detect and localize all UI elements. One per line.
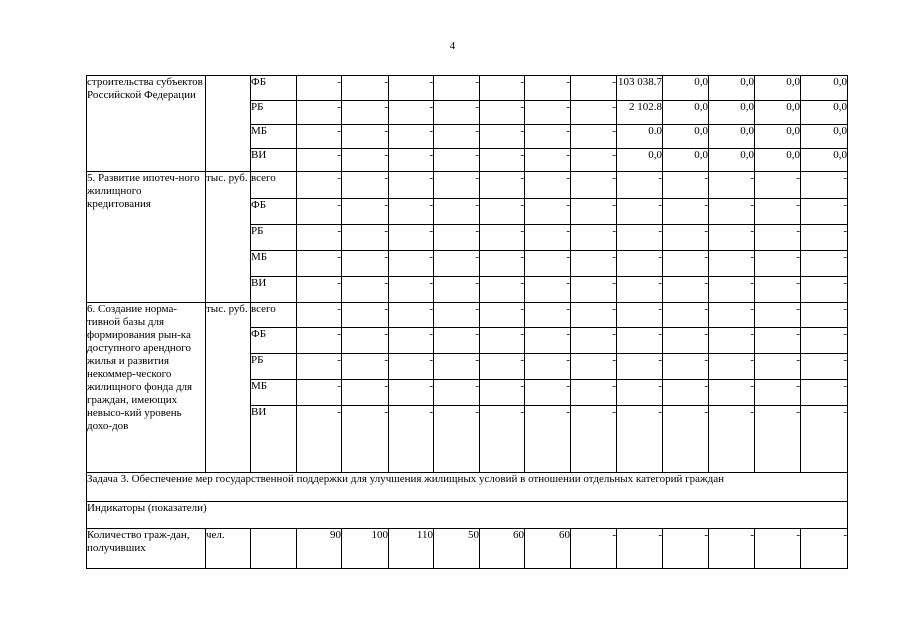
value-cell: - — [342, 172, 389, 199]
value-cell: - — [525, 354, 571, 380]
value-cell: - — [389, 303, 434, 328]
value-cell: 0,0 — [663, 149, 709, 172]
value-cell: - — [571, 529, 617, 569]
value-cell: - — [709, 251, 755, 277]
financing-table — [86, 75, 848, 569]
value-cell: - — [571, 380, 617, 406]
value-cell: - — [297, 125, 342, 149]
unit-cell: чел. — [206, 529, 251, 569]
value-cell: - — [571, 199, 617, 225]
value-cell: - — [342, 199, 389, 225]
table-row — [87, 502, 848, 529]
value-cell: - — [389, 125, 434, 149]
funding-source-cell: ВИ — [251, 277, 297, 303]
value-cell: - — [525, 328, 571, 354]
value-cell: - — [434, 149, 480, 172]
value-cell: - — [571, 354, 617, 380]
value-cell: 0,0 — [709, 149, 755, 172]
value-cell: - — [755, 354, 801, 380]
value-cell: - — [755, 380, 801, 406]
value-cell: - — [297, 251, 342, 277]
value-cell: 100 — [342, 529, 389, 569]
value-cell: - — [571, 328, 617, 354]
value-cell: - — [801, 529, 848, 569]
value-cell: - — [342, 303, 389, 328]
funding-source-cell: РБ — [251, 101, 297, 125]
funding-source-cell: всего — [251, 303, 297, 328]
table-row — [87, 303, 848, 328]
value-cell: 0,0 — [663, 101, 709, 125]
value-cell: - — [480, 277, 525, 303]
value-cell: - — [617, 380, 663, 406]
value-cell: 0,0 — [663, 76, 709, 101]
value-cell: - — [297, 76, 342, 101]
value-cell: - — [434, 277, 480, 303]
value-cell: - — [525, 172, 571, 199]
funding-source-cell: МБ — [251, 251, 297, 277]
value-cell: - — [342, 380, 389, 406]
value-cell: - — [297, 380, 342, 406]
table-body — [87, 76, 848, 569]
value-cell: - — [801, 406, 848, 473]
value-cell: - — [571, 76, 617, 101]
funding-source-cell: РБ — [251, 225, 297, 251]
value-cell: - — [755, 199, 801, 225]
value-cell: - — [525, 199, 571, 225]
value-cell: - — [571, 101, 617, 125]
value-cell: - — [755, 172, 801, 199]
value-cell: - — [297, 406, 342, 473]
value-cell: - — [480, 76, 525, 101]
value-cell: 0,0 — [755, 101, 801, 125]
value-cell: - — [801, 328, 848, 354]
value-cell: - — [389, 199, 434, 225]
value-cell: - — [663, 303, 709, 328]
value-cell: - — [525, 251, 571, 277]
value-cell: - — [801, 277, 848, 303]
value-cell: - — [297, 277, 342, 303]
value-cell: - — [434, 125, 480, 149]
value-cell: 110 — [389, 529, 434, 569]
value-cell: - — [525, 406, 571, 473]
value-cell: - — [434, 328, 480, 354]
value-cell: - — [801, 172, 848, 199]
table-row — [87, 76, 848, 101]
value-cell: 2 102.8 — [617, 101, 663, 125]
value-cell: - — [663, 380, 709, 406]
value-cell: - — [709, 172, 755, 199]
value-cell: - — [617, 303, 663, 328]
value-cell: - — [801, 225, 848, 251]
value-cell: - — [571, 149, 617, 172]
value-cell: - — [434, 406, 480, 473]
value-cell: - — [389, 251, 434, 277]
table-row — [87, 172, 848, 199]
value-cell: - — [389, 406, 434, 473]
value-cell: - — [434, 101, 480, 125]
value-cell: - — [342, 277, 389, 303]
value-cell: - — [480, 303, 525, 328]
value-cell: - — [755, 251, 801, 277]
funding-source-cell: ВИ — [251, 149, 297, 172]
value-cell: - — [480, 149, 525, 172]
row-group-name: 5. Развитие ипотеч-ного жилищного кредитования — [87, 172, 206, 303]
value-cell: - — [663, 406, 709, 473]
value-cell: - — [389, 225, 434, 251]
value-cell: - — [755, 277, 801, 303]
value-cell: - — [434, 380, 480, 406]
value-cell: - — [434, 251, 480, 277]
value-cell: 0,0 — [709, 101, 755, 125]
value-cell: - — [801, 303, 848, 328]
value-cell: - — [480, 172, 525, 199]
value-cell: 0,0 — [755, 149, 801, 172]
value-cell: - — [709, 354, 755, 380]
value-cell: 0,0 — [709, 125, 755, 149]
value-cell: - — [571, 225, 617, 251]
value-cell: - — [389, 149, 434, 172]
value-cell: - — [801, 354, 848, 380]
value-cell: - — [755, 529, 801, 569]
value-cell: - — [434, 199, 480, 225]
value-cell: - — [617, 529, 663, 569]
value-cell: - — [342, 76, 389, 101]
value-cell: - — [709, 277, 755, 303]
value-cell: 0,0 — [755, 76, 801, 101]
value-cell: - — [525, 101, 571, 125]
value-cell: - — [663, 225, 709, 251]
funding-source-cell: РБ — [251, 354, 297, 380]
value-cell: - — [480, 199, 525, 225]
funding-source-cell: МБ — [251, 125, 297, 149]
value-cell: - — [342, 225, 389, 251]
page-number: 4 — [449, 40, 456, 52]
value-cell: - — [389, 328, 434, 354]
task-heading: Задача 3. Обеспечение мер государственной поддержки для улучшения жилищных условий в отношении отдельных категорий граждан — [87, 473, 848, 502]
funding-source-cell — [251, 529, 297, 569]
value-cell: - — [709, 529, 755, 569]
value-cell: - — [342, 406, 389, 473]
value-cell: - — [480, 251, 525, 277]
value-cell: - — [617, 328, 663, 354]
unit-cell — [206, 76, 251, 172]
indicators-heading: Индикаторы (показатели) — [87, 502, 848, 529]
value-cell: - — [617, 406, 663, 473]
value-cell: - — [342, 125, 389, 149]
value-cell: - — [342, 354, 389, 380]
value-cell: - — [434, 76, 480, 101]
value-cell: 90 — [297, 529, 342, 569]
funding-source-cell: ФБ — [251, 76, 297, 101]
unit-cell: тыс. руб. — [206, 303, 251, 473]
value-cell: - — [709, 328, 755, 354]
funding-source-cell: МБ — [251, 380, 297, 406]
value-cell: - — [525, 76, 571, 101]
unit-cell: тыс. руб. — [206, 172, 251, 303]
value-cell: - — [617, 225, 663, 251]
value-cell: - — [525, 149, 571, 172]
table-row — [87, 473, 848, 502]
value-cell: 0,0 — [709, 76, 755, 101]
value-cell: - — [617, 354, 663, 380]
value-cell: - — [755, 406, 801, 473]
value-cell: 0,0 — [755, 125, 801, 149]
value-cell: - — [617, 251, 663, 277]
value-cell: - — [801, 199, 848, 225]
funding-source-cell: ФБ — [251, 328, 297, 354]
value-cell: - — [480, 125, 525, 149]
value-cell: - — [617, 199, 663, 225]
value-cell: 0,0 — [801, 125, 848, 149]
value-cell: - — [389, 354, 434, 380]
value-cell: - — [755, 303, 801, 328]
value-cell: - — [297, 172, 342, 199]
value-cell: - — [480, 101, 525, 125]
value-cell: - — [525, 125, 571, 149]
value-cell: - — [571, 406, 617, 473]
value-cell: - — [389, 277, 434, 303]
value-cell: - — [297, 328, 342, 354]
value-cell: - — [480, 328, 525, 354]
row-group-name: 6. Создание норма-тивной базы для формирования рын-ка доступного арендного жилья и развития некоммер-ческого жилищного фонда для граждан, имеющих невысо-кий уровень дохо-дов — [87, 303, 206, 473]
value-cell: - — [663, 199, 709, 225]
value-cell: - — [571, 172, 617, 199]
value-cell: 0,0 — [663, 125, 709, 149]
value-cell: - — [709, 380, 755, 406]
value-cell: - — [571, 277, 617, 303]
value-cell: 60 — [525, 529, 571, 569]
value-cell: 60 — [480, 529, 525, 569]
table-row — [87, 529, 848, 569]
value-cell: 0,0 — [617, 149, 663, 172]
value-cell: - — [709, 199, 755, 225]
value-cell: - — [297, 354, 342, 380]
value-cell: - — [434, 172, 480, 199]
value-cell: - — [617, 277, 663, 303]
row-group-name: строительства субъектов Российской Федерации — [87, 76, 206, 172]
value-cell: - — [389, 101, 434, 125]
funding-source-cell: ВИ — [251, 406, 297, 473]
value-cell: - — [571, 251, 617, 277]
value-cell: 0,0 — [801, 101, 848, 125]
value-cell: - — [571, 125, 617, 149]
value-cell: - — [389, 380, 434, 406]
value-cell: - — [663, 251, 709, 277]
value-cell: - — [434, 303, 480, 328]
funding-source-cell: всего — [251, 172, 297, 199]
value-cell: - — [297, 225, 342, 251]
value-cell: - — [525, 303, 571, 328]
value-cell: - — [663, 277, 709, 303]
value-cell: - — [480, 225, 525, 251]
value-cell: - — [709, 225, 755, 251]
value-cell: - — [709, 303, 755, 328]
value-cell: - — [709, 406, 755, 473]
value-cell: 50 — [434, 529, 480, 569]
value-cell: 0,0 — [801, 149, 848, 172]
value-cell: - — [297, 101, 342, 125]
value-cell: - — [342, 328, 389, 354]
value-cell: - — [389, 172, 434, 199]
value-cell: - — [801, 380, 848, 406]
value-cell: - — [617, 172, 663, 199]
value-cell: 0,0 — [801, 76, 848, 101]
value-cell: - — [297, 303, 342, 328]
value-cell: - — [342, 101, 389, 125]
value-cell: - — [297, 199, 342, 225]
value-cell: 103 038.7 — [617, 76, 663, 101]
value-cell: 0.0 — [617, 125, 663, 149]
value-cell: - — [755, 225, 801, 251]
value-cell: - — [663, 172, 709, 199]
value-cell: - — [297, 149, 342, 172]
value-cell: - — [389, 76, 434, 101]
indicator-name: Количество граж-дан, получивших — [87, 529, 206, 569]
value-cell: - — [755, 328, 801, 354]
value-cell: - — [663, 529, 709, 569]
value-cell: - — [801, 251, 848, 277]
value-cell: - — [342, 149, 389, 172]
value-cell: - — [663, 328, 709, 354]
value-cell: - — [434, 354, 480, 380]
value-cell: - — [525, 225, 571, 251]
value-cell: - — [480, 406, 525, 473]
value-cell: - — [434, 225, 480, 251]
value-cell: - — [480, 354, 525, 380]
value-cell: - — [480, 380, 525, 406]
value-cell: - — [525, 277, 571, 303]
funding-source-cell: ФБ — [251, 199, 297, 225]
value-cell: - — [525, 380, 571, 406]
value-cell: - — [571, 303, 617, 328]
value-cell: - — [663, 354, 709, 380]
value-cell: - — [342, 251, 389, 277]
